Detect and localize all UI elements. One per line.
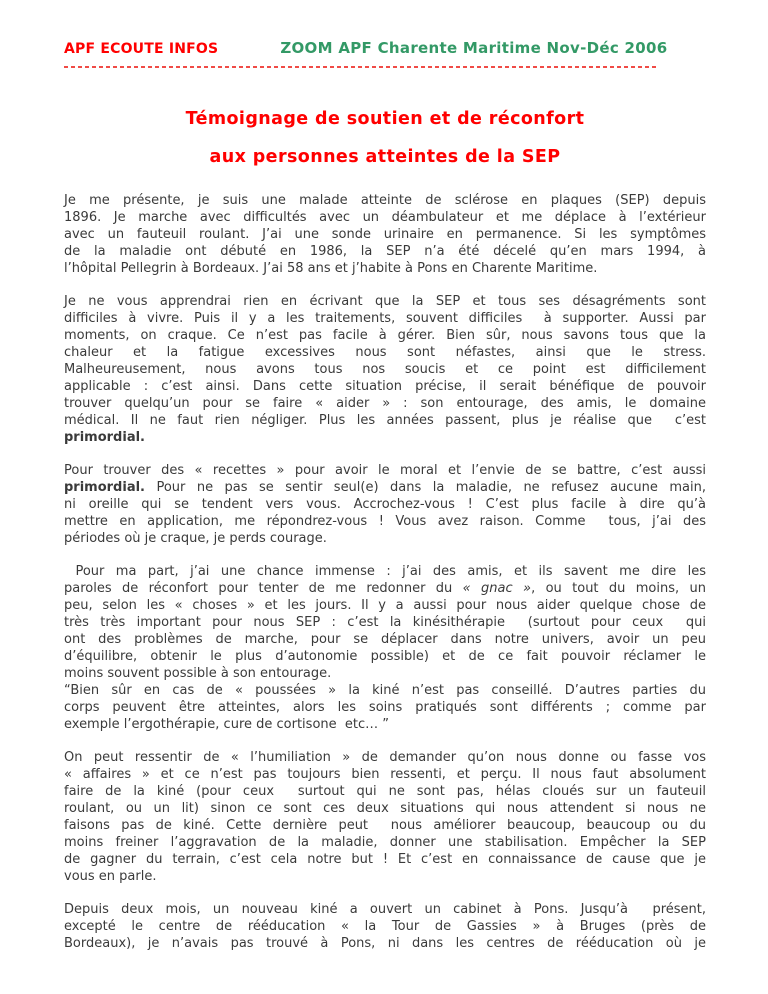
paragraph: [64, 901, 706, 952]
text-line: Pour trouver des « recettes » pour avoir le moral et l’envie de se battre, c’est aussi: [64, 463, 706, 478]
text-line: ni oreille qui se tendent vers vous. Accrochez-vous ! C’est plus facile à dire qu’à: [64, 497, 706, 512]
dashed-divider: [64, 66, 656, 68]
text-line: Malheureusement, nous avons tous nos soucis et ce point est difficilement: [64, 362, 706, 377]
text-line: faire de la kiné (pour ceux surtout qui ne sont pas, hélas cloués sur un fauteuil: [64, 784, 706, 799]
text-line: « affaires » et ce n’est pas toujours bien ressenti, et perçu. Il nous faut absolument: [64, 767, 706, 782]
text-line: peu, selon les « choses » et les jours. Il y a aussi pour nous aider quelque chose de: [64, 598, 706, 613]
newsletter-name: APF ECOUTE INFOS: [64, 41, 219, 57]
text-line: applicable : c’est ainsi. Dans cette situation précise, il serait bénéfique de pouvoir: [64, 379, 706, 394]
text-line: exemple l’ergothérapie, cure de cortisone etc… ”: [64, 717, 390, 732]
text-line: très très important pour nous SEP : c’est la kinésithérapie (surtout pour ceux qui: [64, 615, 706, 630]
text-line: chaleur et la fatigue excessives nous sont néfastes, ainsi que le stress.: [64, 345, 706, 360]
text-line: l’hôpital Pellegrin à Bordeaux. J’ai 58 ans et j’habite à Pons en Charente Maritime.: [64, 261, 598, 276]
text-line: trouver quelqu’un pour se faire « aider » : son entourage, des amis, le domaine: [64, 396, 706, 411]
text-line: primordial.: [64, 430, 145, 445]
text-line: Depuis deux mois, un nouveau kiné a ouvert un cabinet à Pons. Jusqu’à présent,: [64, 902, 706, 917]
text-line: moments, on craque. Ce n’est pas facile à gérer. Bien sûr, nous savons tous que la: [64, 328, 706, 343]
text-line: faisons pas de kiné. Cette dernière peut nous améliorer beaucoup, beaucoup ou du: [64, 818, 706, 833]
text-line: 1896. Je marche avec difficultés avec un déambulateur et me déplace à l’extérieur: [64, 210, 706, 225]
paragraph: [64, 192, 706, 277]
text-line: difficiles à vivre. Puis il y a les traitements, souvent difficiles à supporter. Aussi par: [64, 311, 706, 326]
text-line: On peut ressentir de « l’humiliation » de demander qu’on nous donne ou fasse vos: [64, 750, 706, 765]
issue-title: ZOOM APF Charente Maritime Nov-Déc 2006: [280, 39, 668, 57]
text-line: médical. Il ne faut rien négliger. Plus les années passent, plus je réalise que c’est: [64, 413, 706, 428]
text-line: ont des problèmes de marche, pour se déplacer dans notre univers, avoir un peu: [64, 632, 706, 647]
text-line: “Bien sûr en cas de « poussées » la kiné n’est pas conseillé. D’autres parties du: [64, 683, 706, 698]
text-line: périodes où je craque, je perds courage.: [64, 531, 327, 546]
page-header: [64, 39, 706, 57]
text-line: de gagner du terrain, c’est cela notre but ! Et c’est en connaissance de cause que je: [64, 852, 706, 867]
text-line: avec un fauteuil roulant. J’ai une sonde urinaire en permanence. Si les symptômes: [64, 227, 706, 242]
paragraph: [64, 293, 706, 446]
text-line: d’équilibre, obtenir le plus d’autonomie possible) et de ce fait pouvoir réclamer le: [64, 649, 706, 664]
text-line: de la maladie ont débuté en 1986, la SEP n’a été décelé qu’en mars 1994, à: [64, 244, 706, 259]
text-line: Bordeaux), je n’avais pas trouvé à Pons, ni dans les centres de rééducation où je: [64, 936, 706, 951]
text-line: Je ne vous apprendrai rien en écrivant que la SEP et tous ses désagréments sont: [64, 294, 706, 309]
paragraph: [64, 563, 706, 733]
text-line: vous en parle.: [64, 869, 157, 884]
text-line: mettre en application, me répondrez-vous ! Vous avez raison. Comme tous, j’ai des: [64, 514, 706, 529]
text-line: moins souvent possible à son entourage.: [64, 666, 332, 681]
article-title-line2: aux personnes atteintes de la SEP: [209, 147, 561, 167]
text-line: paroles de réconfort pour tenter de me redonner du « gnac », ou tout du moins, un: [64, 581, 706, 596]
text-line: Pour ma part, j’ai une chance immense : j’ai des amis, et ils savent me dire les: [64, 564, 706, 579]
paragraph: [64, 749, 706, 885]
text-line: Je me présente, je suis une malade atteinte de sclérose en plaques (SEP) depuis: [64, 193, 706, 208]
document-body: [64, 192, 706, 952]
text-line: primordial. Pour ne pas se sentir seul(e) dans la maladie, ne refusez aucune main,: [64, 480, 706, 495]
text-line: moins freiner l’aggravation de la maladie, donner une stabilisation. Empêcher la SEP: [64, 835, 706, 850]
article-title-line1: Témoignage de soutien et de réconfort: [185, 109, 585, 129]
text-line: excepté le centre de rééducation « la Tour de Gassies » à Bruges (près de: [64, 919, 706, 934]
text-line: corps peuvent être atteintes, alors les soins pratiqués sont différents ; comme par: [64, 700, 706, 715]
text-line: roulant, ou un lit) sinon ce sont ces deux situations qui nous attendent si nous ne: [64, 801, 706, 816]
paragraph: [64, 462, 706, 547]
